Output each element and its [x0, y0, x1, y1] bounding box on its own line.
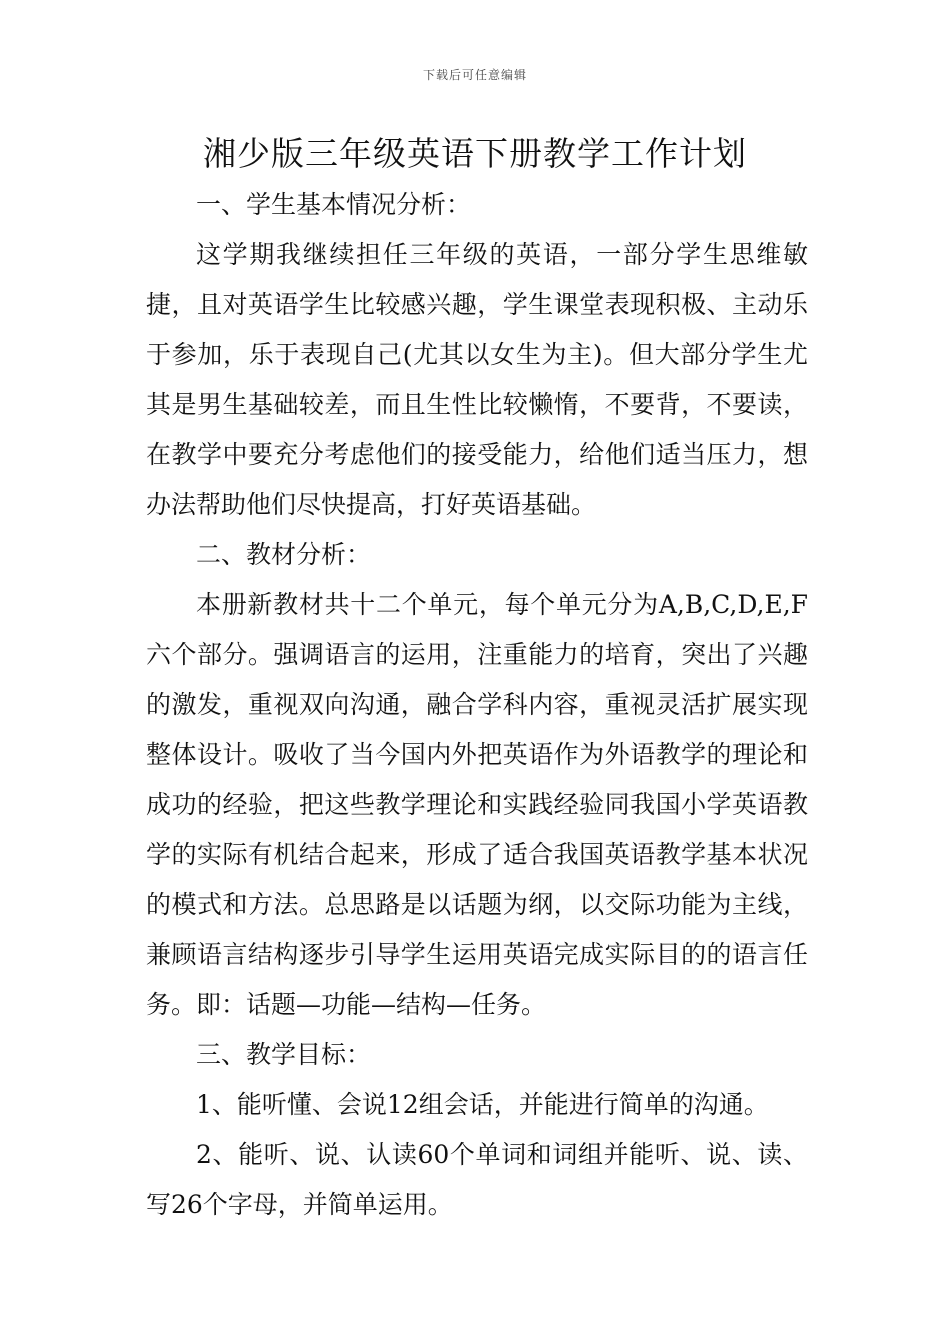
header-note: 下载后可任意编辑 [422, 68, 527, 82]
document-title: 湘少版三年级英语下册教学工作计划 [203, 134, 747, 173]
goal-item-1: 1、能听懂、会说12组会话，并能进行简单的沟通。 [196, 1090, 769, 1119]
section-heading-student-analysis: 一、学生基本情况分析： [196, 190, 472, 219]
document-body [146, 180, 808, 1230]
paragraph-textbook-analysis: 本册新教材共十二个单元，每个单元分为A,B,C,D,E,F六个部分。强调语言的运用，注重能力的培育，突出了兴趣的激发，重视双向沟通，融合学科内容，重视灵活扩展实现整体设计。吸收了当今国内外把英语作为外语教学的理论和成功的经验，把这些教学理论和实践经验同我国小学英语教学的实际有机结合起来，形成了适合我国英语教学基本状况的模式和方法。总思路是以话题为纲，以交际功能为主线，兼顾语言结构逐步引导学生运用英语完成实际目的的语言任务。即：话题—功能—结构—任务。 [146, 590, 808, 1019]
section-heading-textbook-analysis: 二、教材分析： [196, 540, 372, 569]
goal-item-2: 2、能听、说、认读60个单词和词组并能听、说、读、写26个字母，并简单运用。 [146, 1140, 808, 1219]
paragraph-student-analysis: 这学期我继续担任三年级的英语，一部分学生思维敏捷，且对英语学生比较感兴趣，学生课堂表现积极、主动乐于参加，乐于表现自己(尤其以女生为主)。但大部分学生尤其是男生基础较差，而且生性比较懒惰，不要背，不要读，在教学中要充分考虑他们的接受能力，给他们适当压力，想办法帮助他们尽快提高，打好英语基础。 [146, 240, 808, 519]
section-heading-teaching-goals: 三、教学目标： [196, 1040, 372, 1069]
